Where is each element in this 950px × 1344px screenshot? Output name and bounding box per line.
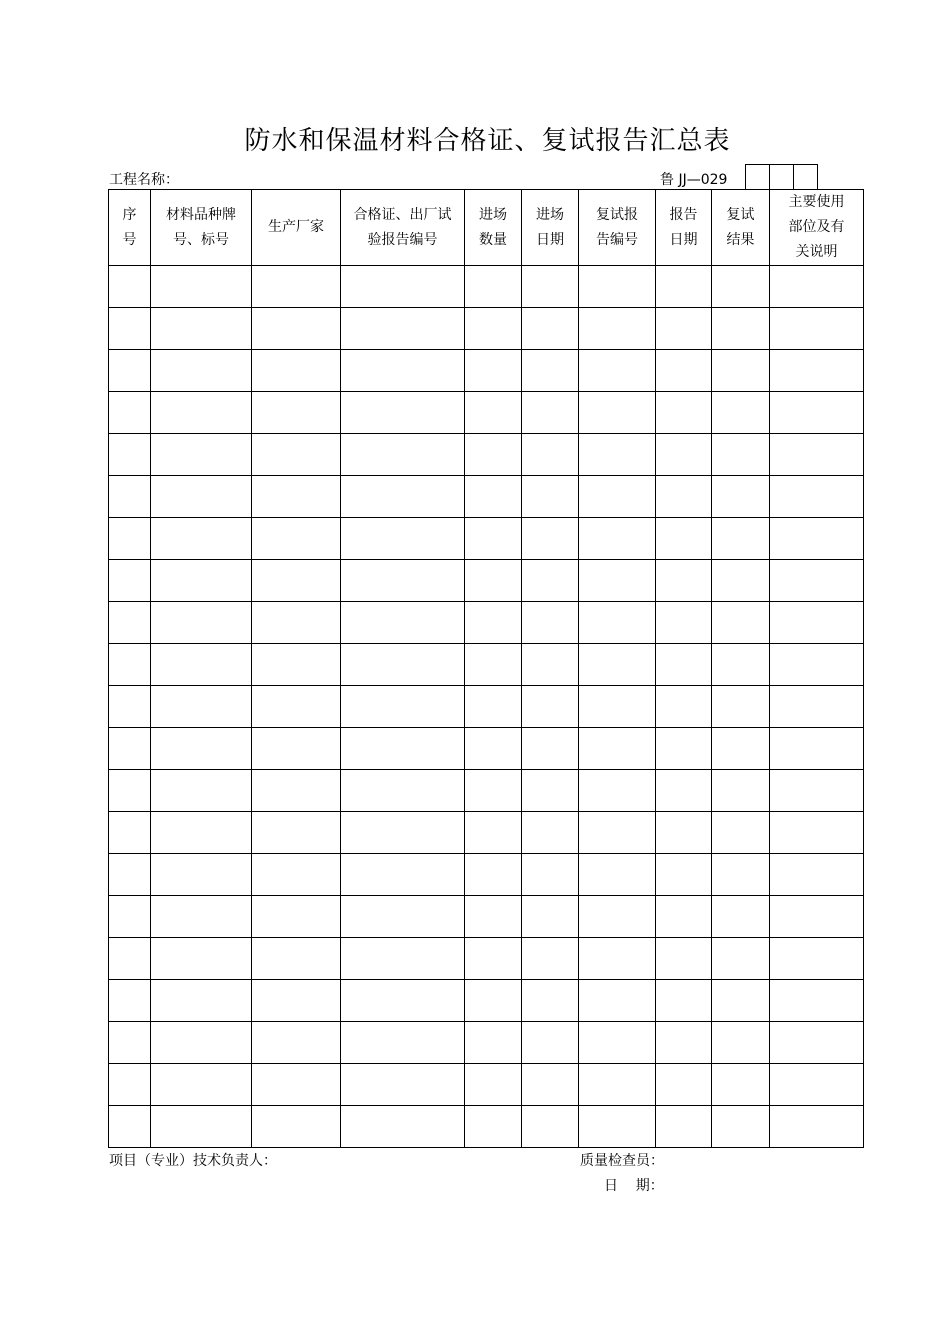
table-cell[interactable] (109, 434, 151, 476)
table-cell[interactable] (109, 1022, 151, 1064)
table-cell[interactable] (579, 308, 656, 350)
table-row (109, 980, 864, 1022)
col-header-entry-quantity: 进场 数量 (465, 190, 522, 266)
table-cell[interactable] (252, 350, 341, 392)
table-row (109, 686, 864, 728)
table-header-row (109, 190, 864, 266)
table-cell[interactable] (341, 854, 465, 896)
page-title: 防水和保温材料合格证、复试报告汇总表 (244, 126, 731, 156)
table-cell[interactable] (151, 812, 252, 854)
table-cell[interactable] (341, 308, 465, 350)
table-cell[interactable] (252, 812, 341, 854)
quality-inspector-label: 质量检查员： (580, 1153, 664, 1169)
table-cell[interactable] (252, 854, 341, 896)
table-cell[interactable] (465, 518, 522, 560)
table-cell[interactable] (712, 896, 770, 938)
table-cell[interactable] (656, 686, 712, 728)
table-cell[interactable] (579, 854, 656, 896)
table-row (109, 896, 864, 938)
table-cell[interactable] (712, 812, 770, 854)
table-cell[interactable] (465, 854, 522, 896)
table-cell[interactable] (109, 644, 151, 686)
table-cell[interactable] (151, 728, 252, 770)
table-cell[interactable] (465, 308, 522, 350)
table-cell[interactable] (712, 392, 770, 434)
project-name-label: 工程名称： (109, 172, 179, 188)
table-cell[interactable] (465, 392, 522, 434)
table-cell[interactable] (770, 812, 864, 854)
table-cell[interactable] (712, 308, 770, 350)
table-cell[interactable] (341, 980, 465, 1022)
date-label: 日 期： (604, 1178, 664, 1194)
table-cell[interactable] (341, 266, 465, 308)
table-cell[interactable] (656, 350, 712, 392)
table-row (109, 728, 864, 770)
table-cell[interactable] (341, 644, 465, 686)
table-cell[interactable] (151, 266, 252, 308)
table-cell[interactable] (151, 938, 252, 980)
table-cell[interactable] (109, 770, 151, 812)
table-cell[interactable] (522, 938, 579, 980)
table-cell[interactable] (770, 518, 864, 560)
table-cell[interactable] (579, 518, 656, 560)
table-cell[interactable] (522, 770, 579, 812)
table-cell[interactable] (656, 560, 712, 602)
table-cell[interactable] (465, 980, 522, 1022)
table-row (109, 434, 864, 476)
table-cell[interactable] (151, 518, 252, 560)
table-cell[interactable] (656, 812, 712, 854)
table-cell[interactable] (252, 1106, 341, 1148)
table-cell[interactable] (109, 392, 151, 434)
table-cell[interactable] (465, 896, 522, 938)
table-cell[interactable] (712, 1022, 770, 1064)
col-header-certificate-no: 合格证、出厂试 验报告编号 (341, 190, 465, 266)
table-cell[interactable] (465, 812, 522, 854)
table-cell[interactable] (252, 1064, 341, 1106)
col-header-entry-date: 进场 日期 (522, 190, 579, 266)
table-cell[interactable] (109, 1106, 151, 1148)
table-cell[interactable] (656, 854, 712, 896)
table-cell[interactable] (252, 266, 341, 308)
table-cell[interactable] (465, 728, 522, 770)
table-cell[interactable] (151, 434, 252, 476)
col-header-usage-notes: 主要使用 部位及有 关说明 (770, 190, 864, 266)
table-cell[interactable] (579, 266, 656, 308)
table-cell[interactable] (341, 686, 465, 728)
table-cell[interactable] (579, 476, 656, 518)
table-cell[interactable] (522, 1064, 579, 1106)
code-box[interactable] (794, 165, 818, 189)
table-cell[interactable] (465, 266, 522, 308)
table-cell[interactable] (579, 644, 656, 686)
table-cell[interactable] (770, 602, 864, 644)
table-cell[interactable] (579, 1106, 656, 1148)
table-cell[interactable] (341, 518, 465, 560)
table-cell[interactable] (151, 350, 252, 392)
table-cell[interactable] (579, 686, 656, 728)
code-boxes (745, 164, 818, 189)
table-cell[interactable] (522, 686, 579, 728)
table-cell[interactable] (712, 728, 770, 770)
table-cell[interactable] (656, 1106, 712, 1148)
table-cell[interactable] (522, 518, 579, 560)
table-cell[interactable] (712, 854, 770, 896)
table-cell[interactable] (522, 812, 579, 854)
table-cell[interactable] (109, 308, 151, 350)
table-cell[interactable] (712, 1064, 770, 1106)
table-cell[interactable] (770, 434, 864, 476)
table-cell[interactable] (579, 1064, 656, 1106)
table-cell[interactable] (341, 1064, 465, 1106)
table-cell[interactable] (465, 1022, 522, 1064)
table-cell[interactable] (712, 770, 770, 812)
table-cell[interactable] (465, 602, 522, 644)
table-cell[interactable] (522, 896, 579, 938)
table-cell[interactable] (656, 728, 712, 770)
table-cell[interactable] (712, 602, 770, 644)
table-cell[interactable] (252, 644, 341, 686)
table-cell[interactable] (465, 350, 522, 392)
table-row (109, 812, 864, 854)
table-cell[interactable] (151, 1022, 252, 1064)
table-cell[interactable] (252, 1022, 341, 1064)
table-row (109, 350, 864, 392)
table-cell[interactable] (252, 602, 341, 644)
table-cell[interactable] (522, 644, 579, 686)
table-cell[interactable] (522, 350, 579, 392)
table-cell[interactable] (151, 644, 252, 686)
table-row (109, 854, 864, 896)
table-cell[interactable] (770, 728, 864, 770)
table-cell[interactable] (712, 350, 770, 392)
table-cell[interactable] (522, 266, 579, 308)
table-cell[interactable] (712, 266, 770, 308)
table-cell[interactable] (712, 938, 770, 980)
table-row (109, 644, 864, 686)
table-cell[interactable] (522, 1022, 579, 1064)
table-cell[interactable] (151, 602, 252, 644)
table-cell[interactable] (712, 686, 770, 728)
table-cell[interactable] (712, 644, 770, 686)
table-cell[interactable] (465, 644, 522, 686)
table-cell[interactable] (109, 812, 151, 854)
table-cell[interactable] (770, 1106, 864, 1148)
table-cell[interactable] (656, 938, 712, 980)
table-cell[interactable] (712, 434, 770, 476)
table-row (109, 770, 864, 812)
table-cell[interactable] (522, 728, 579, 770)
table-row (109, 266, 864, 308)
table-cell[interactable] (341, 1106, 465, 1148)
table-cell[interactable] (770, 644, 864, 686)
table-cell[interactable] (522, 854, 579, 896)
table-cell[interactable] (656, 644, 712, 686)
table-cell[interactable] (465, 686, 522, 728)
table-cell[interactable] (712, 518, 770, 560)
table-cell[interactable] (252, 770, 341, 812)
table-cell[interactable] (770, 560, 864, 602)
table-cell[interactable] (522, 980, 579, 1022)
table-cell[interactable] (151, 854, 252, 896)
table-cell[interactable] (109, 266, 151, 308)
table-cell[interactable] (341, 560, 465, 602)
table-cell[interactable] (341, 770, 465, 812)
table-cell[interactable] (252, 434, 341, 476)
table-cell[interactable] (656, 434, 712, 476)
table-cell[interactable] (109, 350, 151, 392)
table-cell[interactable] (465, 770, 522, 812)
table-row (109, 560, 864, 602)
table-cell[interactable] (656, 476, 712, 518)
table-cell[interactable] (465, 560, 522, 602)
table-cell[interactable] (770, 1064, 864, 1106)
table-cell[interactable] (151, 476, 252, 518)
table-cell[interactable] (522, 602, 579, 644)
col-header-serial: 序 号 (109, 190, 151, 266)
table-cell[interactable] (109, 686, 151, 728)
table-cell[interactable] (252, 728, 341, 770)
table-cell[interactable] (579, 770, 656, 812)
table-cell[interactable] (151, 980, 252, 1022)
table-cell[interactable] (522, 308, 579, 350)
table-cell[interactable] (656, 770, 712, 812)
table-cell[interactable] (465, 938, 522, 980)
table-cell[interactable] (770, 392, 864, 434)
table-cell[interactable] (770, 686, 864, 728)
col-header-material: 材料品种牌 号、标号 (151, 190, 252, 266)
table-cell[interactable] (770, 896, 864, 938)
table-cell[interactable] (151, 896, 252, 938)
table-cell[interactable] (770, 854, 864, 896)
table-cell[interactable] (341, 392, 465, 434)
table-cell[interactable] (341, 812, 465, 854)
table-cell[interactable] (579, 602, 656, 644)
table-cell[interactable] (770, 476, 864, 518)
table-cell[interactable] (252, 392, 341, 434)
table-cell[interactable] (151, 1106, 252, 1148)
table-cell[interactable] (522, 434, 579, 476)
table-cell[interactable] (656, 980, 712, 1022)
form-code: 鲁 JJ—029 (660, 172, 728, 188)
table-cell[interactable] (656, 1064, 712, 1106)
table-cell[interactable] (522, 476, 579, 518)
table-cell[interactable] (465, 1106, 522, 1148)
table-cell[interactable] (770, 308, 864, 350)
table-cell[interactable] (465, 434, 522, 476)
table-cell[interactable] (712, 980, 770, 1022)
table-body (109, 266, 864, 1148)
table-row (109, 602, 864, 644)
table-cell[interactable] (109, 854, 151, 896)
table-cell[interactable] (579, 980, 656, 1022)
table-cell[interactable] (109, 476, 151, 518)
table-cell[interactable] (770, 1022, 864, 1064)
code-box[interactable] (770, 165, 794, 189)
code-box[interactable] (746, 165, 770, 189)
table-cell[interactable] (579, 728, 656, 770)
table-cell[interactable] (579, 812, 656, 854)
table-cell[interactable] (252, 686, 341, 728)
table-cell[interactable] (109, 560, 151, 602)
table-cell[interactable] (656, 1022, 712, 1064)
table-cell[interactable] (579, 434, 656, 476)
table-cell[interactable] (770, 938, 864, 980)
table-cell[interactable] (252, 938, 341, 980)
table-cell[interactable] (151, 686, 252, 728)
table-cell[interactable] (465, 476, 522, 518)
table-cell[interactable] (341, 938, 465, 980)
table-cell[interactable] (522, 560, 579, 602)
table-cell[interactable] (109, 1064, 151, 1106)
table-cell[interactable] (712, 560, 770, 602)
summary-table (108, 189, 864, 1148)
col-header-manufacturer: 生产厂家 (252, 190, 341, 266)
table-cell[interactable] (656, 602, 712, 644)
table-cell[interactable] (579, 938, 656, 980)
table-cell[interactable] (252, 476, 341, 518)
tech-lead-label: 项目（专业）技术负责人： (109, 1153, 277, 1169)
table-cell[interactable] (656, 896, 712, 938)
table-cell[interactable] (151, 308, 252, 350)
table-row (109, 392, 864, 434)
table-cell[interactable] (341, 602, 465, 644)
table-cell[interactable] (770, 266, 864, 308)
col-header-report-date: 报告 日期 (656, 190, 712, 266)
table-cell[interactable] (579, 350, 656, 392)
table-cell[interactable] (109, 980, 151, 1022)
table-cell[interactable] (151, 560, 252, 602)
table-cell[interactable] (252, 518, 341, 560)
table-cell[interactable] (151, 392, 252, 434)
table-cell[interactable] (712, 1106, 770, 1148)
table-cell[interactable] (252, 560, 341, 602)
table-cell[interactable] (109, 602, 151, 644)
table-cell[interactable] (579, 392, 656, 434)
table-cell[interactable] (109, 896, 151, 938)
table-cell[interactable] (109, 728, 151, 770)
table-cell[interactable] (522, 392, 579, 434)
table-cell[interactable] (341, 896, 465, 938)
table-cell[interactable] (341, 476, 465, 518)
table-row (109, 1106, 864, 1148)
table-cell[interactable] (109, 518, 151, 560)
table-cell[interactable] (579, 896, 656, 938)
table-cell[interactable] (252, 896, 341, 938)
table-cell[interactable] (151, 1064, 252, 1106)
table-cell[interactable] (656, 266, 712, 308)
table-cell[interactable] (341, 1022, 465, 1064)
table-cell[interactable] (522, 1106, 579, 1148)
table-cell[interactable] (341, 350, 465, 392)
table-cell[interactable] (770, 770, 864, 812)
table-row (109, 1022, 864, 1064)
table-cell[interactable] (656, 518, 712, 560)
table-row (109, 1064, 864, 1106)
table-cell[interactable] (770, 350, 864, 392)
table-cell[interactable] (109, 938, 151, 980)
table-cell[interactable] (252, 980, 341, 1022)
table-cell[interactable] (465, 1064, 522, 1106)
table-cell[interactable] (656, 308, 712, 350)
table-cell[interactable] (770, 980, 864, 1022)
table-row (109, 938, 864, 980)
table-cell[interactable] (252, 308, 341, 350)
table-cell[interactable] (341, 728, 465, 770)
table-row (109, 308, 864, 350)
table-cell[interactable] (151, 770, 252, 812)
col-header-retest-result: 复试 结果 (712, 190, 770, 266)
table-row (109, 476, 864, 518)
table-cell[interactable] (656, 392, 712, 434)
table-cell[interactable] (712, 476, 770, 518)
table-row (109, 518, 864, 560)
table-cell[interactable] (579, 560, 656, 602)
col-header-retest-report-no: 复试报 告编号 (579, 190, 656, 266)
table-cell[interactable] (579, 1022, 656, 1064)
table-cell[interactable] (341, 434, 465, 476)
